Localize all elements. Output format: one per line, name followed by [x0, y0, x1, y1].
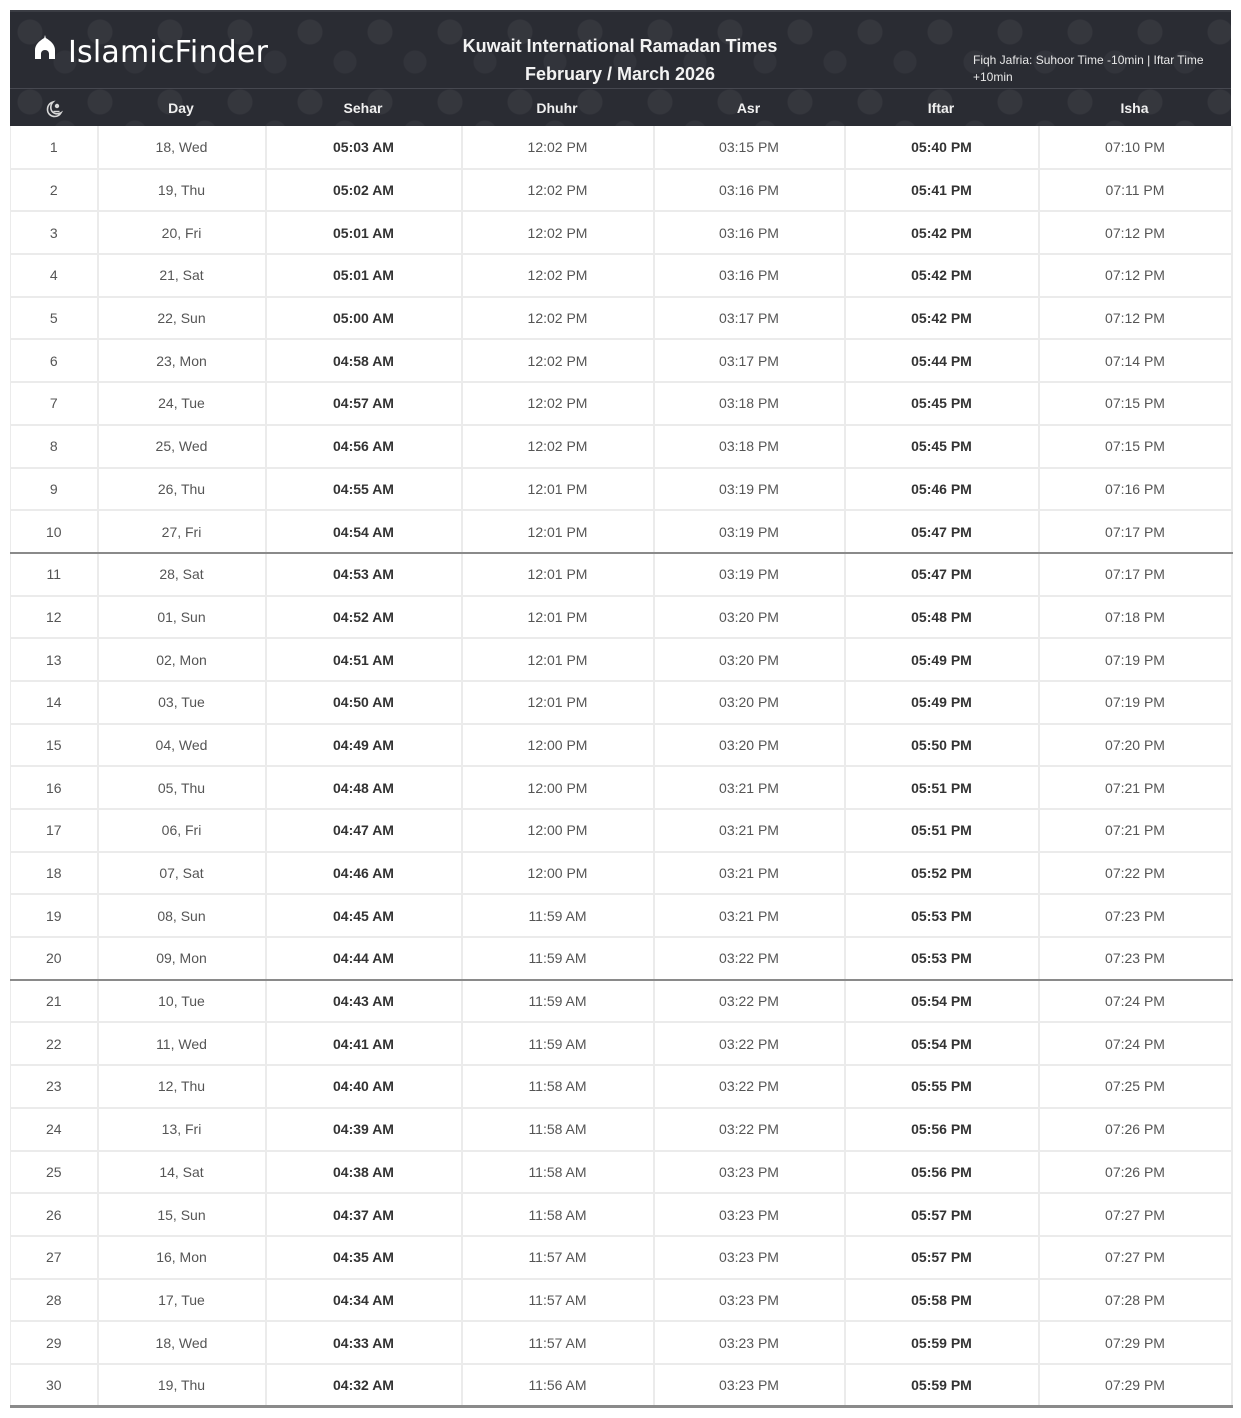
cell-day: 21, Sat [98, 254, 266, 297]
column-header-dhuhr: Dhuhr [536, 99, 578, 116]
cell-ramadan-day: 26 [11, 1193, 98, 1236]
cell-dhuhr: 12:01 PM [462, 596, 654, 639]
cell-sehar: 04:34 AM [266, 1279, 462, 1322]
cell-day: 07, Sat [98, 852, 266, 895]
cell-dhuhr: 12:01 PM [462, 553, 654, 596]
cell-isha: 07:12 PM [1039, 254, 1232, 297]
cell-sehar: 04:51 AM [266, 638, 462, 681]
cell-ramadan-day: 15 [11, 724, 98, 767]
table-row [11, 1364, 1232, 1407]
cell-day: 25, Wed [98, 425, 266, 468]
cell-isha: 07:23 PM [1039, 937, 1232, 980]
cell-day: 08, Sun [98, 894, 266, 937]
cell-ramadan-day: 27 [11, 1236, 98, 1279]
cell-dhuhr: 12:02 PM [462, 211, 654, 254]
cell-asr: 03:23 PM [654, 1236, 845, 1279]
table-row [11, 510, 1232, 553]
cell-isha: 07:10 PM [1039, 126, 1232, 169]
table-row [11, 382, 1232, 425]
cell-iftar: 05:42 PM [845, 211, 1039, 254]
cell-asr: 03:19 PM [654, 510, 845, 553]
cell-iftar: 05:40 PM [845, 126, 1039, 169]
cell-sehar: 04:47 AM [266, 809, 462, 852]
ramadan-timetable [10, 10, 1231, 1408]
table-row [11, 1065, 1232, 1108]
cell-day: 05, Thu [98, 766, 266, 809]
cell-dhuhr: 12:02 PM [462, 126, 654, 169]
cell-sehar: 04:58 AM [266, 339, 462, 382]
cell-iftar: 05:56 PM [845, 1151, 1039, 1194]
cell-asr: 03:19 PM [654, 553, 845, 596]
cell-isha: 07:15 PM [1039, 425, 1232, 468]
cell-dhuhr: 11:59 AM [462, 980, 654, 1023]
cell-dhuhr: 11:58 AM [462, 1193, 654, 1236]
cell-isha: 07:21 PM [1039, 809, 1232, 852]
cell-iftar: 05:44 PM [845, 339, 1039, 382]
cell-dhuhr: 11:58 AM [462, 1108, 654, 1151]
timetable [10, 126, 1233, 1408]
cell-asr: 03:17 PM [654, 339, 845, 382]
cell-isha: 07:24 PM [1039, 980, 1232, 1023]
cell-dhuhr: 12:00 PM [462, 852, 654, 895]
cell-dhuhr: 12:00 PM [462, 766, 654, 809]
page-title [420, 32, 820, 88]
cell-asr: 03:21 PM [654, 894, 845, 937]
cell-day: 16, Mon [98, 1236, 266, 1279]
cell-dhuhr: 11:58 AM [462, 1151, 654, 1194]
cell-sehar: 04:39 AM [266, 1108, 462, 1151]
cell-day: 06, Fri [98, 809, 266, 852]
cell-day: 27, Fri [98, 510, 266, 553]
cell-day: 23, Mon [98, 339, 266, 382]
cell-dhuhr: 11:57 AM [462, 1236, 654, 1279]
table-row [11, 126, 1232, 169]
cell-isha: 07:19 PM [1039, 681, 1232, 724]
cell-dhuhr: 12:01 PM [462, 468, 654, 511]
cell-day: 13, Fri [98, 1108, 266, 1151]
title-month: February / March 2026 [524, 64, 716, 84]
cell-sehar: 04:41 AM [266, 1022, 462, 1065]
cell-sehar: 04:40 AM [266, 1065, 462, 1108]
cell-asr: 03:20 PM [654, 596, 845, 639]
cell-iftar: 05:57 PM [845, 1193, 1039, 1236]
cell-asr: 03:20 PM [654, 681, 845, 724]
cell-ramadan-day: 1 [11, 126, 98, 169]
cell-iftar: 05:54 PM [845, 980, 1039, 1023]
cell-asr: 03:16 PM [654, 169, 845, 212]
cell-iftar: 05:48 PM [845, 596, 1039, 639]
cell-iftar: 05:54 PM [845, 1022, 1039, 1065]
table-row [11, 468, 1232, 511]
cell-asr: 03:16 PM [654, 211, 845, 254]
cell-ramadan-day: 30 [11, 1364, 98, 1407]
cell-ramadan-day: 12 [11, 596, 98, 639]
cell-day: 10, Tue [98, 980, 266, 1023]
cell-asr: 03:18 PM [654, 425, 845, 468]
cell-ramadan-day: 25 [11, 1151, 98, 1194]
cell-iftar: 05:51 PM [845, 766, 1039, 809]
cell-asr: 03:23 PM [654, 1151, 845, 1194]
cell-sehar: 04:46 AM [266, 852, 462, 895]
cell-day: 12, Thu [98, 1065, 266, 1108]
table-row [11, 425, 1232, 468]
cell-ramadan-day: 9 [11, 468, 98, 511]
cell-day: 19, Thu [98, 169, 266, 212]
cell-dhuhr: 11:56 AM [462, 1364, 654, 1407]
cell-ramadan-day: 11 [11, 553, 98, 596]
table-row [11, 1236, 1232, 1279]
table-row [11, 254, 1232, 297]
cell-isha: 07:26 PM [1039, 1151, 1232, 1194]
cell-asr: 03:22 PM [654, 1065, 845, 1108]
cell-iftar: 05:42 PM [845, 254, 1039, 297]
table-row [11, 297, 1232, 340]
cell-sehar: 04:38 AM [266, 1151, 462, 1194]
cell-ramadan-day: 3 [11, 211, 98, 254]
cell-isha: 07:24 PM [1039, 1022, 1232, 1065]
cell-ramadan-day: 4 [11, 254, 98, 297]
cell-asr: 03:18 PM [654, 382, 845, 425]
cell-ramadan-day: 23 [11, 1065, 98, 1108]
cell-ramadan-day: 20 [11, 937, 98, 980]
cell-day: 04, Wed [98, 724, 266, 767]
cell-asr: 03:21 PM [654, 852, 845, 895]
cell-iftar: 05:53 PM [845, 937, 1039, 980]
cell-dhuhr: 12:02 PM [462, 339, 654, 382]
cell-dhuhr: 11:57 AM [462, 1321, 654, 1364]
cell-sehar: 04:56 AM [266, 425, 462, 468]
table-row [11, 852, 1232, 895]
table-row [11, 809, 1232, 852]
cell-isha: 07:20 PM [1039, 724, 1232, 767]
cell-isha: 07:15 PM [1039, 382, 1232, 425]
cell-asr: 03:17 PM [654, 297, 845, 340]
cell-dhuhr: 11:59 AM [462, 894, 654, 937]
table-header [10, 88, 1231, 128]
cell-sehar: 05:03 AM [266, 126, 462, 169]
cell-sehar: 04:49 AM [266, 724, 462, 767]
cell-isha: 07:22 PM [1039, 852, 1232, 895]
cell-isha: 07:28 PM [1039, 1279, 1232, 1322]
mosque-icon [30, 33, 60, 71]
table-row [11, 1022, 1232, 1065]
cell-ramadan-day: 22 [11, 1022, 98, 1065]
cell-ramadan-day: 8 [11, 425, 98, 468]
column-header-day: Day [168, 99, 194, 116]
cell-ramadan-day: 29 [11, 1321, 98, 1364]
cell-isha: 07:27 PM [1039, 1236, 1232, 1279]
cell-day: 02, Mon [98, 638, 266, 681]
cell-isha: 07:19 PM [1039, 638, 1232, 681]
cell-asr: 03:19 PM [654, 468, 845, 511]
table-row [11, 553, 1232, 596]
cell-asr: 03:22 PM [654, 937, 845, 980]
cell-dhuhr: 12:00 PM [462, 809, 654, 852]
cell-day: 24, Tue [98, 382, 266, 425]
cell-isha: 07:12 PM [1039, 297, 1232, 340]
column-header-sehar: Sehar [343, 99, 383, 116]
cell-dhuhr: 12:00 PM [462, 724, 654, 767]
cell-isha: 07:29 PM [1039, 1364, 1232, 1407]
table-row [11, 937, 1232, 980]
cell-asr: 03:21 PM [654, 809, 845, 852]
cell-asr: 03:23 PM [654, 1321, 845, 1364]
crescent-moon-icon [44, 100, 64, 116]
cell-iftar: 05:41 PM [845, 169, 1039, 212]
cell-iftar: 05:59 PM [845, 1364, 1039, 1407]
cell-sehar: 04:44 AM [266, 937, 462, 980]
cell-asr: 03:21 PM [654, 766, 845, 809]
cell-iftar: 05:58 PM [845, 1279, 1039, 1322]
cell-isha: 07:17 PM [1039, 510, 1232, 553]
cell-iftar: 05:59 PM [845, 1321, 1039, 1364]
cell-iftar: 05:47 PM [845, 510, 1039, 553]
cell-sehar: 04:52 AM [266, 596, 462, 639]
cell-day: 26, Thu [98, 468, 266, 511]
cell-ramadan-day: 18 [11, 852, 98, 895]
cell-sehar: 05:01 AM [266, 254, 462, 297]
cell-ramadan-day: 21 [11, 980, 98, 1023]
cell-dhuhr: 11:59 AM [462, 937, 654, 980]
cell-asr: 03:23 PM [654, 1364, 845, 1407]
cell-dhuhr: 11:59 AM [462, 1022, 654, 1065]
cell-isha: 07:14 PM [1039, 339, 1232, 382]
cell-isha: 07:17 PM [1039, 553, 1232, 596]
cell-sehar: 04:45 AM [266, 894, 462, 937]
column-header-asr: Asr [736, 99, 761, 116]
cell-day: 28, Sat [98, 553, 266, 596]
cell-ramadan-day: 24 [11, 1108, 98, 1151]
cell-day: 20, Fri [98, 211, 266, 254]
cell-day: 09, Mon [98, 937, 266, 980]
cell-day: 17, Tue [98, 1279, 266, 1322]
cell-dhuhr: 12:02 PM [462, 297, 654, 340]
cell-iftar: 05:56 PM [845, 1108, 1039, 1151]
cell-ramadan-day: 19 [11, 894, 98, 937]
cell-iftar: 05:45 PM [845, 382, 1039, 425]
cell-dhuhr: 12:02 PM [462, 169, 654, 212]
table-row [11, 596, 1232, 639]
cell-iftar: 05:45 PM [845, 425, 1039, 468]
cell-dhuhr: 12:01 PM [462, 510, 654, 553]
cell-ramadan-day: 10 [11, 510, 98, 553]
cell-asr: 03:23 PM [654, 1279, 845, 1322]
cell-iftar: 05:42 PM [845, 297, 1039, 340]
cell-isha: 07:29 PM [1039, 1321, 1232, 1364]
column-header-iftar: Iftar [927, 99, 955, 116]
table-row [11, 681, 1232, 724]
table-row [11, 211, 1232, 254]
cell-asr: 03:22 PM [654, 1022, 845, 1065]
cell-asr: 03:23 PM [654, 1193, 845, 1236]
cell-ramadan-day: 16 [11, 766, 98, 809]
cell-isha: 07:12 PM [1039, 211, 1232, 254]
table-row [11, 894, 1232, 937]
brand-logo [30, 32, 268, 72]
cell-sehar: 04:54 AM [266, 510, 462, 553]
cell-dhuhr: 11:58 AM [462, 1065, 654, 1108]
cell-ramadan-day: 5 [11, 297, 98, 340]
cell-isha: 07:26 PM [1039, 1108, 1232, 1151]
cell-sehar: 04:57 AM [266, 382, 462, 425]
cell-iftar: 05:49 PM [845, 638, 1039, 681]
cell-day: 22, Sun [98, 297, 266, 340]
timetable-body [11, 126, 1232, 1407]
cell-asr: 03:16 PM [654, 254, 845, 297]
cell-ramadan-day: 2 [11, 169, 98, 212]
cell-asr: 03:20 PM [654, 724, 845, 767]
cell-iftar: 05:50 PM [845, 724, 1039, 767]
table-row [11, 766, 1232, 809]
cell-dhuhr: 12:01 PM [462, 638, 654, 681]
cell-sehar: 04:35 AM [266, 1236, 462, 1279]
cell-isha: 07:11 PM [1039, 169, 1232, 212]
cell-sehar: 04:43 AM [266, 980, 462, 1023]
table-row [11, 638, 1232, 681]
cell-day: 01, Sun [98, 596, 266, 639]
table-row [11, 339, 1232, 382]
cell-ramadan-day: 28 [11, 1279, 98, 1322]
cell-isha: 07:23 PM [1039, 894, 1232, 937]
cell-iftar: 05:49 PM [845, 681, 1039, 724]
table-row [11, 1193, 1232, 1236]
cell-ramadan-day: 14 [11, 681, 98, 724]
cell-day: 15, Sun [98, 1193, 266, 1236]
cell-iftar: 05:57 PM [845, 1236, 1039, 1279]
cell-day: 11, Wed [98, 1022, 266, 1065]
cell-isha: 07:16 PM [1039, 468, 1232, 511]
cell-iftar: 05:46 PM [845, 468, 1039, 511]
cell-isha: 07:27 PM [1039, 1193, 1232, 1236]
cell-iftar: 05:53 PM [845, 894, 1039, 937]
cell-dhuhr: 12:02 PM [462, 382, 654, 425]
fiqh-note: Fiqh Jafria: Suhoor Time -10min | Iftar Time +10min [973, 53, 1204, 84]
cell-sehar: 04:33 AM [266, 1321, 462, 1364]
cell-ramadan-day: 7 [11, 382, 98, 425]
cell-dhuhr: 12:02 PM [462, 254, 654, 297]
cell-day: 03, Tue [98, 681, 266, 724]
cell-isha: 07:25 PM [1039, 1065, 1232, 1108]
cell-ramadan-day: 13 [11, 638, 98, 681]
column-header-isha: Isha [1120, 99, 1149, 116]
cell-sehar: 04:48 AM [266, 766, 462, 809]
column-header-ramadan-day [10, 89, 97, 129]
cell-iftar: 05:52 PM [845, 852, 1039, 895]
cell-isha: 07:18 PM [1039, 596, 1232, 639]
cell-asr: 03:22 PM [654, 980, 845, 1023]
cell-asr: 03:22 PM [654, 1108, 845, 1151]
cell-day: 18, Wed [98, 1321, 266, 1364]
cell-dhuhr: 11:57 AM [462, 1279, 654, 1322]
table-row [11, 1108, 1232, 1151]
cell-iftar: 05:51 PM [845, 809, 1039, 852]
cell-sehar: 04:50 AM [266, 681, 462, 724]
cell-sehar: 05:00 AM [266, 297, 462, 340]
cell-sehar: 04:55 AM [266, 468, 462, 511]
cell-iftar: 05:55 PM [845, 1065, 1039, 1108]
title-location: Kuwait International Ramadan Times [462, 36, 778, 56]
cell-sehar: 05:02 AM [266, 169, 462, 212]
cell-day: 14, Sat [98, 1151, 266, 1194]
header-banner [10, 10, 1231, 126]
table-row [11, 724, 1232, 767]
table-row [11, 169, 1232, 212]
cell-sehar: 05:01 AM [266, 211, 462, 254]
cell-sehar: 04:37 AM [266, 1193, 462, 1236]
cell-asr: 03:20 PM [654, 638, 845, 681]
cell-iftar: 05:47 PM [845, 553, 1039, 596]
cell-day: 19, Thu [98, 1364, 266, 1407]
cell-asr: 03:15 PM [654, 126, 845, 169]
cell-sehar: 04:32 AM [266, 1364, 462, 1407]
table-row [11, 1151, 1232, 1194]
cell-ramadan-day: 6 [11, 339, 98, 382]
table-row [11, 1279, 1232, 1322]
cell-isha: 07:21 PM [1039, 766, 1232, 809]
table-row [11, 980, 1232, 1023]
cell-dhuhr: 12:01 PM [462, 681, 654, 724]
cell-ramadan-day: 17 [11, 809, 98, 852]
cell-sehar: 04:53 AM [266, 553, 462, 596]
table-row [11, 1321, 1232, 1364]
cell-day: 18, Wed [98, 126, 266, 169]
cell-dhuhr: 12:02 PM [462, 425, 654, 468]
brand-name: IslamicFinder [68, 34, 269, 70]
